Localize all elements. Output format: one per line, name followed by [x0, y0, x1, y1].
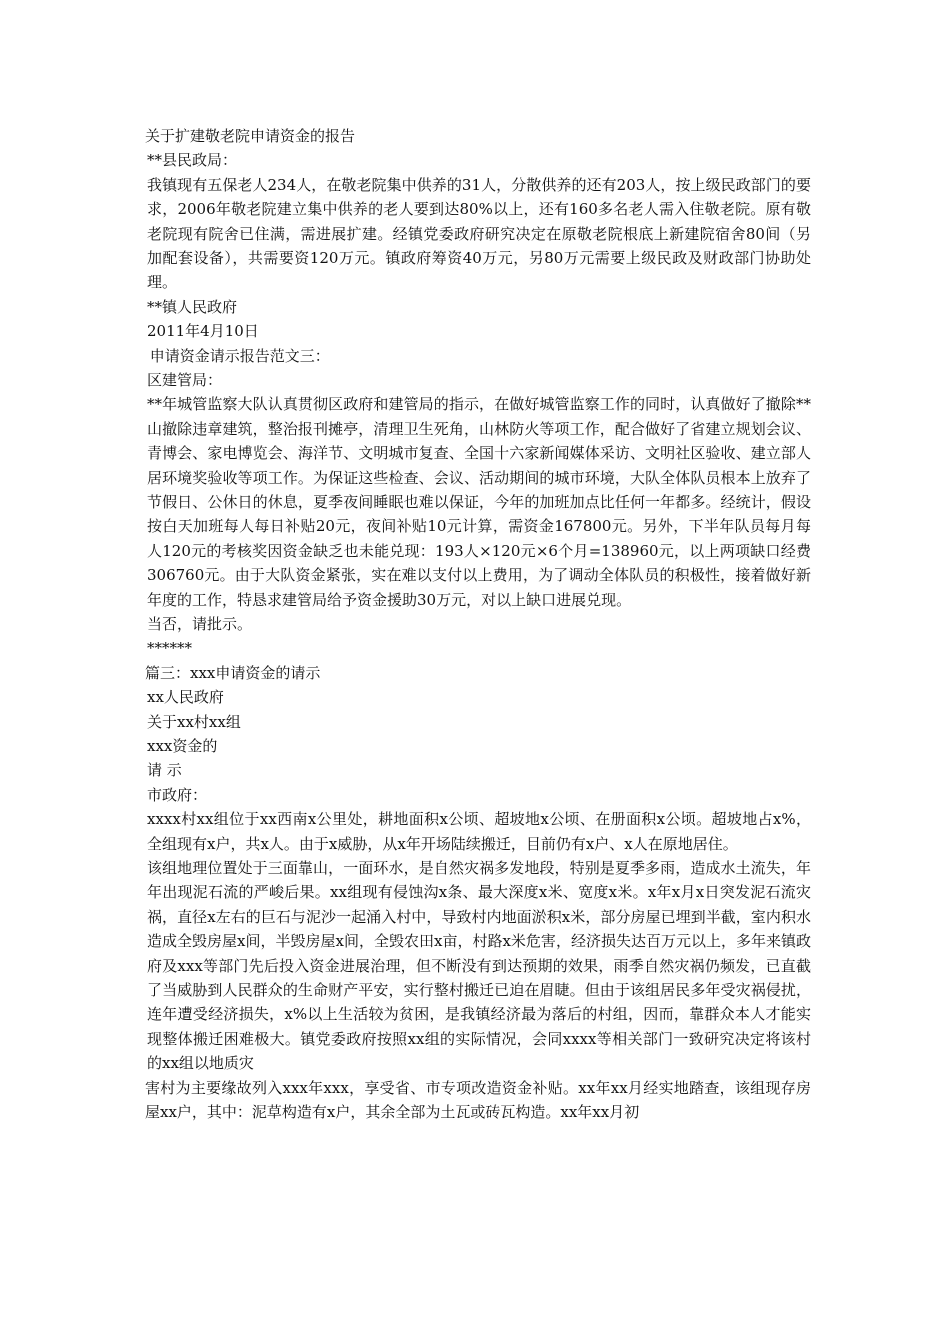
paragraph-geography-disaster: 该组地理位置处于三面靠山，一面环水，是自然灾祸多发地段，特别是夏季多雨，造成水土流失，年年出现泥石流的严峻后果。xx组现有侵蚀沟x条、最大深度x米、宽度x米。x年x月x日突发泥石流灾祸，直径x左右的巨石与泥沙一起涌入村中，导致村内地面淤积x米，部分房屋已埋到半截，室内积水造成全毁房屋x间，半毁房屋x间，全毁农田x亩，村路x米危害，经济损失达百万元以上，多年来镇政府及xxx等部门先后投入资金进展治理，但不断没有到达预期的效果，雨季自然灾祸仍频发，已直截了当威胁到人民群众的生命财产平安，实行整村搬迁已迫在眉睫。但由于该组居民多年受灾祸侵扰，连年遭受经济损失，x%以上生活较为贫困，是我镇经济最为落后的村组，因而，靠群众本人才能实现整体搬迁困难极大。镇党委政府按照xx组的实际情况，会同xxxx等相关部门一致研究决定将该村的xx组以地质灾 — [147, 858, 811, 1073]
signature-town-government: **镇人民政府 — [147, 297, 238, 316]
addressee-construction-bureau: 区建管局： — [147, 370, 223, 389]
document-title: 关于扩建敬老院申请资金的报告 — [145, 127, 356, 145]
closing-line: 当否，请批示。 — [147, 615, 253, 634]
request-header-title: 请 示 — [147, 761, 182, 780]
addressee-city-government: 市政府： — [147, 785, 208, 804]
date-line: 2011年4月10日 — [147, 322, 259, 341]
request-header-village: 关于xx村xx组 — [147, 712, 241, 731]
paragraph-urban-management: **年城管监察大队认真贯彻区政府和建管局的指示，在做好城管监察工作的同时，认真做好了撤除**山撤除违章建筑，整治报刊摊亭，清理卫生死角，山林防火等项工作，配合做好了省建立规划会议、青博会、家电博览会、海洋节、文明城市复查、全国十六家新闻媒体采访、文明社区验收、建立部人居环境奖验收等项工作。为保证这些检查、会议、活动期间的城市环境，大队全体队员根本上放弃了节假日、公休日的休息，夏季夜间睡眠也难以保证，今年的加班加点比任何一年都多。经统计，假设按白天加班每人每日补贴20元，夜间补贴10元计算，需资金167800元。另外，下半年队员每月每人120元的考核奖因资金缺乏也未能兑现：193人×120元×6个月=138960元，以上两项缺口经费306760元。由于大队资金紧张，实在难以支付以上费用，为了调动全体队员的积极性，接着做好新年度的工作，特恳求建管局给予资金援助30万元，对以上缺口进展兑现。 — [147, 395, 811, 609]
chapter-heading: 篇三：xxx申请资金的请示 — [145, 663, 321, 682]
paragraph-relocation-continued: 害村为主要缘故列入xxx年xxx，享受省、市专项改造资金补贴。xx年xx月经实地踏查，该组现存房屋xx户，其中：泥草构造有x户，其余全部为土瓦或砖瓦构造。xx年xx月初 — [145, 1078, 811, 1122]
separator-line: ****** — [147, 639, 192, 658]
section-title-sample-three: 申请资金请示报告范文三： — [145, 346, 330, 365]
request-header-government: xx人民政府 — [147, 688, 224, 707]
addressee-civil-affairs: **县民政局： — [147, 151, 238, 170]
paragraph-nursing-home: 我镇现有五保老人234人，在敬老院集中供养的31人，分散供养的还有203人，按上级民政部门的要求，2006年敬老院建立集中供养的老人要到达80%以上，还有160多名老人需入住敬老院。原有敬老院现有院舍已住满，需进展扩建。经镇党委政府研究决定在原敬老院根底上新建院宿舍80间（另加配套设备），共需要资120万元。镇政府筹资40万元，另80万元需要上级民政及财政部门协助处理。 — [147, 175, 811, 292]
paragraph-village-location: xxxx村xx组位于xx西南x公里处，耕地面积x公顷、超坡地x公顷、在册面积x公顷。超坡地占x%，全组现有x户，共x人。由于x威胁，从x年开场陆续搬迁，目前仍有x户、x人在原地居住。 — [147, 810, 811, 853]
request-header-funds: xxx资金的 — [147, 736, 218, 755]
document-page — [145, 124, 811, 1124]
